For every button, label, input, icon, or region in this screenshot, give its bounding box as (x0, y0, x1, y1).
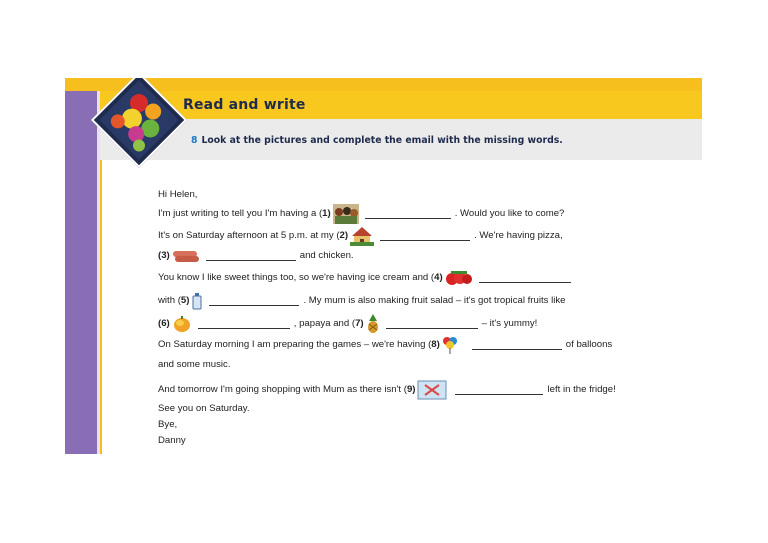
body-yellow-rule (100, 160, 102, 454)
line2-text-a: It's on Saturday afternoon at 5 p.m. at my ( (158, 230, 340, 241)
balloons-picture-icon (442, 336, 458, 354)
email-line-4 (158, 270, 575, 286)
left-purple-band (65, 91, 97, 454)
fridge-picture-icon (417, 380, 447, 400)
line7-text-b: of balloons (565, 339, 613, 350)
exercise-number: 8 (191, 135, 198, 146)
answer-blank-3[interactable] (206, 251, 296, 261)
gap-number-5: 5) (180, 295, 190, 306)
email-closing: See you on Saturday. (158, 403, 250, 414)
line7-text-a: On Saturday morning I am preparing the games – we're having ( (158, 339, 432, 350)
email-line-7 (158, 336, 612, 354)
answer-blank-2[interactable] (380, 231, 470, 241)
exercise-instruction (191, 135, 563, 146)
section-header-bar (100, 91, 702, 119)
line9-text-b: left in the fridge! (547, 384, 616, 395)
gap-number-6: (6) (158, 318, 170, 329)
email-line-3 (158, 248, 354, 264)
strawberries-picture-icon (445, 270, 473, 286)
email-line-6 (158, 314, 537, 334)
pineapple-picture-icon (366, 314, 380, 334)
email-greeting: Hi Helen, (158, 189, 198, 200)
instruction-text: Look at the pictures and complete the email with the missing words. (201, 135, 563, 146)
gap-number-1: 1) (322, 208, 331, 219)
answer-blank-1[interactable] (365, 209, 451, 219)
gap-number-4: 4) (434, 272, 443, 283)
line1-text-b: . Would you like to come? (454, 208, 565, 219)
workbook-page (65, 78, 702, 454)
answer-blank-5[interactable] (209, 296, 299, 306)
top-color-strip (65, 78, 702, 91)
line1-text-a: I'm just writing to tell you I'm having a ( (158, 208, 323, 219)
line4-text-a: You know I like sweet things too, so we're having ice cream and ( (158, 272, 435, 283)
sausages-picture-icon (172, 248, 200, 264)
email-line-9 (158, 380, 616, 400)
gap-number-7: 7) (355, 318, 364, 329)
gap-number-3: (3) (158, 250, 170, 261)
email-line-2 (158, 226, 563, 246)
line9-text-a: And tomorrow I'm going shopping with Mum as there isn't ( (158, 384, 407, 395)
cream-can-picture-icon (191, 292, 203, 310)
house-picture-icon (350, 226, 374, 246)
gap-number-9: 9) (406, 384, 416, 395)
line5-text-a: with ( (158, 295, 181, 306)
email-sign-off: Bye, (158, 419, 178, 430)
email-line-1 (158, 204, 564, 224)
email-signature: Danny (158, 435, 186, 446)
answer-blank-7[interactable] (386, 319, 478, 329)
mango-picture-icon (172, 315, 192, 333)
gap-number-2: 2) (339, 230, 349, 241)
section-title: Read and write (183, 97, 306, 113)
answer-blank-4[interactable] (479, 273, 571, 283)
line6-text-b: , papaya and ( (293, 318, 356, 329)
answer-blank-9[interactable] (455, 385, 543, 395)
party-picture-icon (333, 204, 359, 224)
email-line-8: and some music. (158, 359, 231, 370)
line3-text-b: and chicken. (299, 250, 354, 261)
line6-text-c: – it's yummy! (481, 318, 538, 329)
answer-blank-6[interactable] (198, 319, 290, 329)
gap-number-8: 8) (431, 339, 440, 350)
line2-text-b: . We're having pizza, (474, 230, 563, 241)
line5-text-b: . My mum is also making fruit salad – it's got tropical fruits like (303, 295, 566, 306)
email-line-5 (158, 292, 565, 310)
answer-blank-8[interactable] (472, 340, 562, 350)
